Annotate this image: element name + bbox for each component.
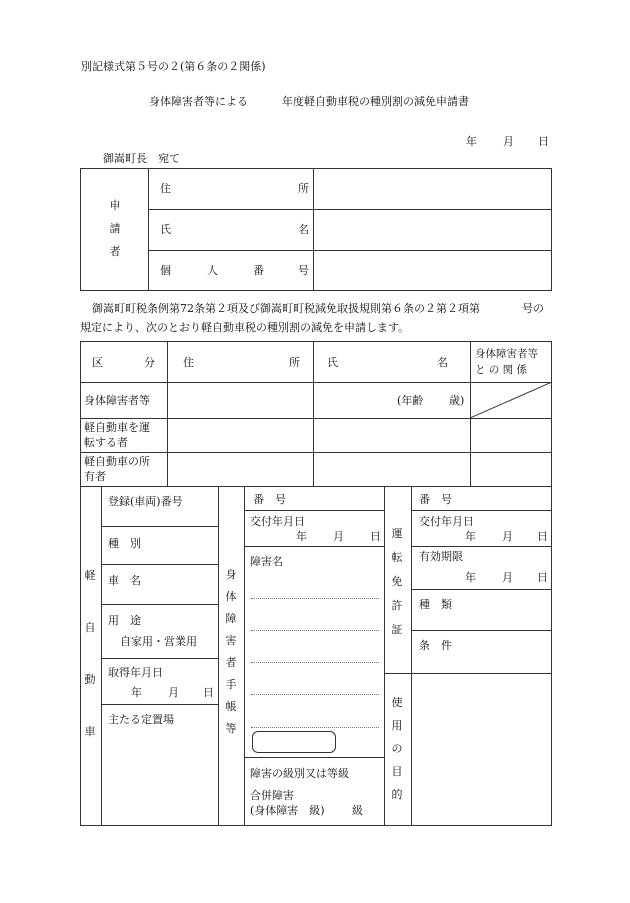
statement-line2: 規定により、次のとおり軽自動車税の種別割の減免を申請します。 [80,321,410,334]
handbook-combined-detail: (身体障害 級) [250,804,325,817]
applicant-number-field[interactable] [314,251,551,290]
addressee: 御嵩町長 宛て [103,152,180,165]
form-title: 年度軽自動車税の種別割の減免申請書 [282,95,469,108]
vehicle-acquired: 取得年月日 [108,666,163,679]
header-name: 氏 [327,356,338,369]
date-day: 日 [538,135,549,148]
header-kubun: 区 [92,356,103,369]
license-side-label: 運 転 免 許 証 [391,527,403,636]
handbook-side-label: 身 体 障 害 者 手 帳 等 [225,568,237,735]
applicant-address-label: 住 [160,182,171,195]
row-disabled-person: 身体障害者等 [84,394,150,407]
vehicle-use: 用 途 [108,614,141,627]
application-form-page: 別記様式第５号の２(第６条の２関係) 身体障害者等による 年度軽自動車税の種別割の減免申請書 年 月 日 御嵩町長 宛て 申 請 者 住 所 氏 名 個 人 番 号 御嵩町町税条例第72条第２項及び御嵩町町税減免取扱規則第６条の２第２項第 号の 規定により、次のとおり軽自動車税の種別割の減免を申請します。 区 分 住 所 氏 名 身体障害者等 と の 関 係 身体障害者等 (年齢 歳) 軽自動車を運 転する者 軽自動車の所 有者 軽 自 動 車 登録(車両)番号 種 別 車 名 用 途 自家用・営業用 取得年月日 年 月 日 主たる定置場 身 体 障 害 者 手 帳 等 番 号 交付年月日 年 月 日 障害名 障害の級別又は等級 合併障害 (身体障害 級) 級 運 転 免 許 証 番 号 交付年月日 年 月 日 有効期限 年 月 日 種 類 条 件 使 用 の 目 的 [0,0,630,903]
form-number: 別記様式第５号の２(第６条の２関係) [81,60,266,73]
purpose-side-label: 使 用 の 目 的 [391,696,403,801]
handbook-number: 番 号 [253,493,286,506]
applicant-number-label: 個 [160,264,171,277]
handbook-issue-date: 交付年月日 [250,515,305,528]
vehicle-kind: 種 別 [108,537,141,550]
row-driver: 軽自動車を運 [84,421,150,434]
diagonal-slash [470,382,552,418]
handbook-combined: 合併障害 [250,789,294,802]
license-number: 番 号 [419,493,452,506]
license-validity: 有効期限 [419,550,463,563]
license-conditions: 条 件 [419,639,452,652]
header-relation: 身体障害者等 [475,348,538,360]
license-issue-date: 交付年月日 [419,515,474,528]
disability-bracket[interactable] [252,731,336,753]
age-suffix: 歳) [449,394,465,407]
header-address: 住 [183,356,194,369]
date-year: 年 [466,135,477,148]
vehicle-main-place: 主たる定置場 [108,713,174,726]
statement-line1: 御嵩町町税条例第72条第２項及び御嵩町町税減免取扱規則第６条の２第２項第 [92,302,480,315]
vehicle-reg-number: 登録(車両)番号 [108,495,183,508]
applicant-name-label: 氏 [160,223,171,236]
row-owner: 軽自動車の所 [84,455,150,468]
license-type: 種 類 [419,598,452,611]
purpose-field[interactable] [412,674,551,825]
age-prefix: (年齢 [397,394,424,407]
applicant-label: 申 請 者 [109,199,121,258]
handbook-disability-name: 障害名 [250,555,283,568]
applicant-address-field[interactable] [314,169,551,209]
vehicle-model: 車 名 [108,574,141,587]
vehicle-use-value: 自家用・営業用 [120,635,197,648]
form-title-prefix: 身体障害者等による [149,95,248,108]
handbook-grade: 障害の級別又は等級 [250,767,349,780]
vehicle-side-label: 軽 自 動 車 [84,569,96,738]
applicant-name-field[interactable] [314,210,551,250]
date-month: 月 [503,135,514,148]
